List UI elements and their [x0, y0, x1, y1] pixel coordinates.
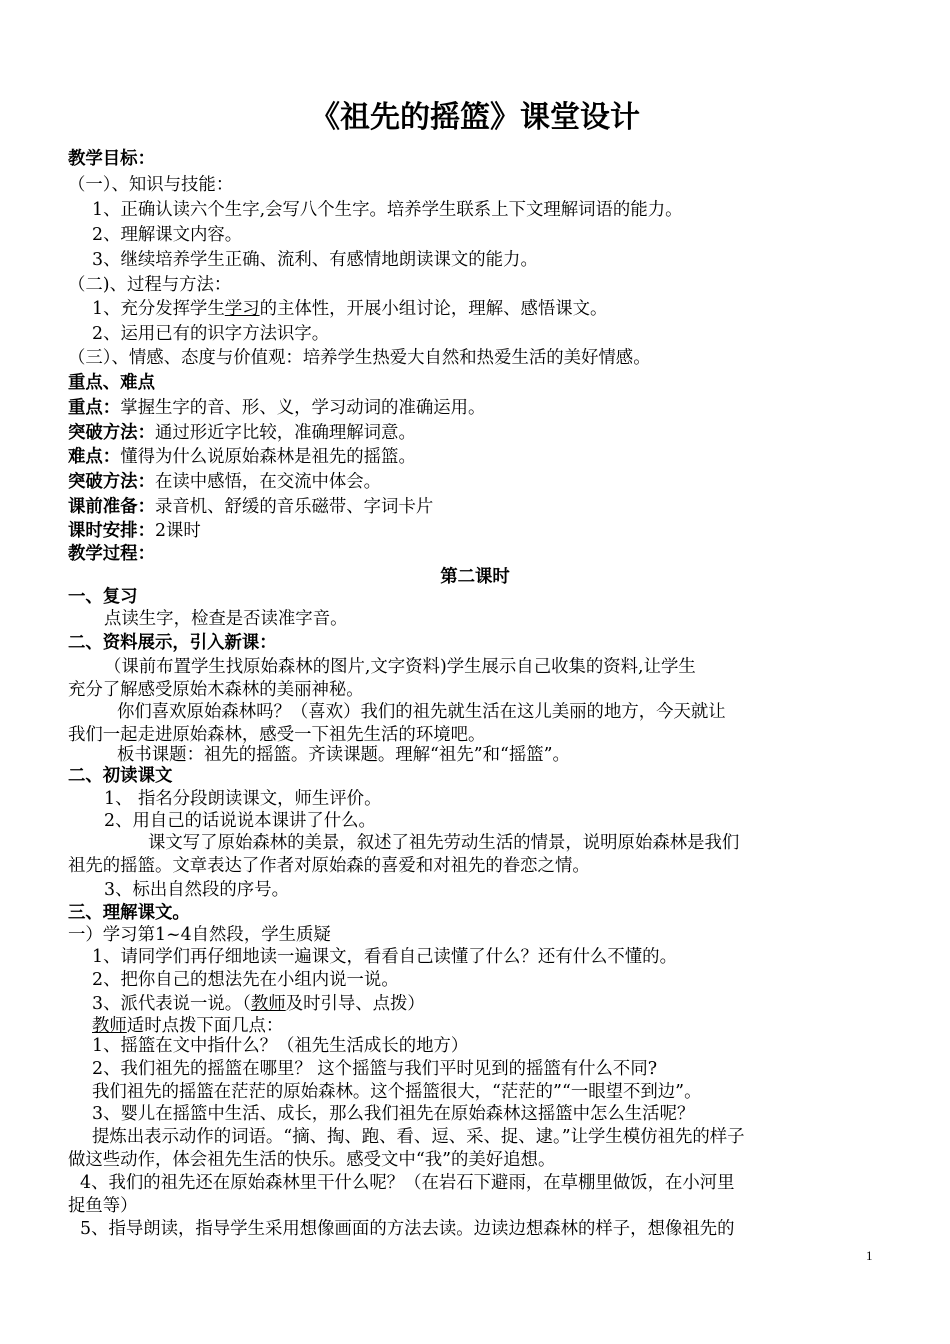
- document-title: 《祖先的摇篮》课堂设计: [310, 100, 640, 135]
- underlined-text: 教师: [250, 994, 286, 1014]
- section-1-text: 点读生字，检查是否读准字音。: [104, 609, 348, 629]
- difficulty-line: [68, 444, 416, 470]
- section-3-item-2: 2、用自己的话说说本课讲了什么。: [104, 811, 376, 831]
- section-2-line-3: 你们喜欢原始森林吗？（喜欢）我们的祖先就生活在这儿美丽的地方，今天就让: [117, 702, 726, 722]
- text-span: 适时点拨下面几点：: [126, 1016, 284, 1036]
- section-1-heading: 一、复习: [68, 587, 138, 607]
- section-2-line-5: 板书课题：祖先的摇篮。齐读课题。理解“祖先”和“摇篮”。: [117, 745, 570, 765]
- text-span: 1、充分发挥学生: [92, 299, 225, 319]
- goal-1-item-3: 3、继续培养学生正确、流利、有感情地朗读课文的能力。: [92, 250, 538, 270]
- section-4-line-9: 提炼出表示动作的词语。“摘、掏、跑、看、逗、采、捉、逮。”让学生模仿祖先的样子: [92, 1127, 745, 1147]
- key-method-line: [68, 420, 416, 446]
- preparation-line: [68, 494, 433, 520]
- goal-2-heading: （二)、过程与方法：: [68, 275, 232, 295]
- text-span: 掌握生字的音、形、义，学习动词的准确运用。: [120, 398, 486, 418]
- section-4-line-8: 3、婴儿在摇篮中生活、成长，那么我们祖先在原始森林这摇篮中怎么生活呢？: [92, 1104, 695, 1124]
- section-3-heading: 二、初读课文: [68, 766, 173, 786]
- section-4-line-11: 4、我们的祖先还在原始森林里干什么呢？（在岩石下避雨，在草棚里做饭，在小河里: [80, 1173, 735, 1193]
- text-span: 及时引导、点拨）: [285, 994, 425, 1014]
- process-heading: 教学过程：: [68, 544, 155, 564]
- label: 突破方法：: [68, 423, 155, 443]
- section-3-line-3: 课文写了原始森林的美景，叙述了祖先劳动生活的情景，说明原始森林是我们: [148, 833, 740, 853]
- section-4-line-6: 2、我们祖先的摇篮在哪里？ 这个摇篮与我们平时见到的摇篮有什么不同?: [92, 1059, 658, 1079]
- underlined-text: 教师: [92, 1016, 127, 1036]
- section-4-line-1: 1、请同学们再仔细地读一遍课文，看看自己读懂了什么？还有什么不懂的。: [92, 947, 677, 967]
- section-3-line-4: 祖先的摇篮。文章表达了作者对原始森的喜爱和对祖先的眷恋之情。: [68, 856, 590, 876]
- goal-1-heading: （一）、知识与技能：: [68, 175, 234, 195]
- section-4-line-2: 2、把你自己的想法先在小组内说一说。: [92, 970, 399, 990]
- section-4-line-10: 做这些动作，体会祖先生活的快乐。感受文中“我”的美好追想。: [68, 1150, 556, 1170]
- goal-2-item-2: 2、运用已有的识字方法识字。: [92, 324, 330, 344]
- text-span: 通过形近字比较，准确理解词意。: [154, 423, 416, 443]
- text-span: 的主体性，开展小组讨论，理解、感悟课文。: [259, 299, 608, 319]
- key-point-line: [68, 395, 485, 421]
- label: 课前准备：: [68, 497, 155, 517]
- underlined-link-text: 学习: [224, 299, 260, 319]
- section-3-item-1: 1、 指名分段朗读课文，师生评价。: [104, 789, 382, 809]
- section-2-line-4: 我们一起走进原始森林，感受一下祖先生活的环境吧。: [68, 725, 486, 745]
- key-points-heading: 重点、难点: [68, 373, 155, 393]
- section-3-item-3: 3、标出自然段的序号。: [104, 880, 289, 900]
- text-span: 2课时: [154, 521, 201, 541]
- section-2-heading: 二、资料展示，引入新课：: [68, 633, 277, 653]
- text-span: 在读中感悟，在交流中体会。: [154, 472, 382, 492]
- label: 突破方法：: [68, 472, 155, 492]
- section-4-line-5: 1、摇篮在文中指什么？（祖先生活成长的地方）: [92, 1036, 469, 1056]
- section-4-heading: 三、理解课文。: [68, 903, 190, 923]
- goal-1-item-2: 2、理解课文内容。: [92, 225, 243, 245]
- lesson-heading: 第二课时: [440, 567, 510, 587]
- difficulty-method-line: [68, 469, 381, 495]
- section-2-line-2: 充分了解感受原始木森林的美丽神秘。: [68, 680, 364, 700]
- section-4-line-13: 5、指导朗读，指导学生采用想像画面的方法去读。边读边想森林的样子，想像祖先的: [80, 1219, 735, 1239]
- text-span: 录音机、舒缓的音乐磁带、字词卡片: [154, 497, 434, 517]
- section-4-line-12: 捉鱼等）: [68, 1196, 138, 1216]
- page-number: 1: [866, 1248, 873, 1263]
- section-4-sub-heading: 一）学习第1~4自然段，学生质疑: [68, 925, 331, 945]
- text-span: 懂得为什么说原始森林是祖先的摇篮。: [120, 447, 416, 467]
- goal-2-item-1: [92, 296, 607, 322]
- section-2-line-1: （课前布置学生找原始森林的图片,文字资料)学生展示自己收集的资料,让学生: [104, 657, 696, 677]
- label: 重点：: [68, 398, 121, 418]
- teaching-goals-heading: 教学目标：: [68, 149, 155, 169]
- goal-3-line: （三）、情感、态度与价值观：培养学生热爱大自然和热爱生活的美好情感。: [68, 348, 651, 368]
- goal-1-item-1: 1、正确认读六个生字,会写八个生字。培养学生联系上下文理解词语的能力。: [92, 200, 683, 220]
- text-span: 3、派代表说一说。（: [92, 994, 251, 1014]
- label: 课时安排：: [68, 521, 155, 541]
- label: 难点：: [68, 447, 121, 467]
- section-4-line-7: 我们祖先的摇篮在茫茫的原始森林。这个摇篮很大，“茫茫的”“一眼望不到边”。: [92, 1082, 702, 1102]
